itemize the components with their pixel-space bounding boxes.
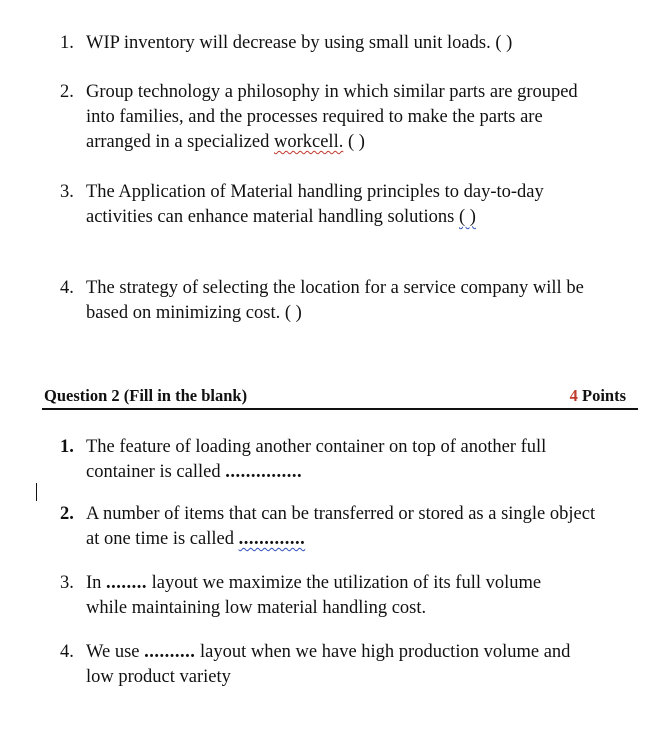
item-text: WIP inventory will decrease by using small unit loads. ( ) — [86, 33, 513, 53]
item-text-line-2: while maintaining low material handling cost. — [86, 598, 427, 618]
item-text-line-1 — [60, 571, 650, 596]
spellcheck-flag: workcell. — [273, 132, 344, 152]
item-text-line-3 — [60, 130, 650, 155]
item-text-line-1: Group technology a philosophy in which similar parts are grouped — [86, 82, 578, 102]
tf-item-1 — [60, 31, 650, 56]
item-text-line-2: based on minimizing cost. ( ) — [86, 303, 302, 323]
item-text-line-1: The feature of loading another container on top of another full — [86, 437, 547, 457]
tf-item-3 — [60, 180, 650, 230]
text-fragment: In — [86, 573, 107, 593]
item-number: 4. — [60, 642, 74, 662]
tf-item-2 — [60, 80, 650, 155]
blank-dots[interactable]: ............. — [238, 529, 306, 549]
text-fragment: layout we maximize the utilization of its full volume — [147, 573, 542, 593]
item-text-line-2: low product variety — [86, 667, 231, 687]
item-text-line-1: A number of items that can be transferred or stored as a single object — [86, 504, 596, 524]
item-text-line-1: The strategy of selecting the location for a service company will be — [86, 278, 584, 298]
blank-dots[interactable]: .......... — [144, 642, 196, 662]
item-number: 1. — [60, 33, 74, 53]
question-title: Question 2 (Fill in the blank) — [44, 386, 248, 405]
item-number: 2. — [60, 82, 74, 102]
text-fragment: at one time is called — [86, 529, 239, 549]
text-fragment: arranged in a specialized — [86, 132, 274, 152]
item-number: 3. — [60, 182, 74, 202]
fill-item-2 — [60, 502, 650, 552]
item-text-line-1: The Application of Material handling principles to day-to-day — [86, 182, 544, 202]
item-text-line-2 — [60, 460, 650, 485]
item-text-line-1 — [60, 640, 650, 665]
text-cursor — [36, 483, 37, 501]
item-number: 3. — [60, 573, 74, 593]
question-header — [42, 384, 638, 410]
item-number: 1. — [60, 437, 74, 457]
blank-dots[interactable]: ............... — [225, 462, 303, 482]
fill-item-1 — [60, 435, 650, 485]
points-label: Points — [581, 386, 626, 405]
item-text-line-2 — [60, 205, 650, 230]
fill-item-3 — [60, 571, 650, 621]
blank-dots[interactable]: ........ — [106, 573, 148, 593]
tf-item-4 — [60, 276, 650, 326]
item-text-line-2: into families, and the processes required to make the parts are — [86, 107, 543, 127]
text-fragment: We use — [86, 642, 145, 662]
text-fragment: layout when we have high production volume and — [195, 642, 571, 662]
grammar-flag: ( ) — [458, 207, 476, 227]
item-number: 4. — [60, 278, 74, 298]
item-text-line-2 — [60, 527, 650, 552]
text-fragment: ( ) — [343, 132, 365, 152]
text-fragment: container is called — [86, 462, 226, 482]
points-number: 4 — [569, 386, 578, 405]
item-number: 2. — [60, 504, 74, 524]
text-fragment: activities can enhance material handling solutions — [86, 207, 459, 227]
fill-item-4 — [60, 640, 650, 690]
question-points — [570, 386, 626, 406]
